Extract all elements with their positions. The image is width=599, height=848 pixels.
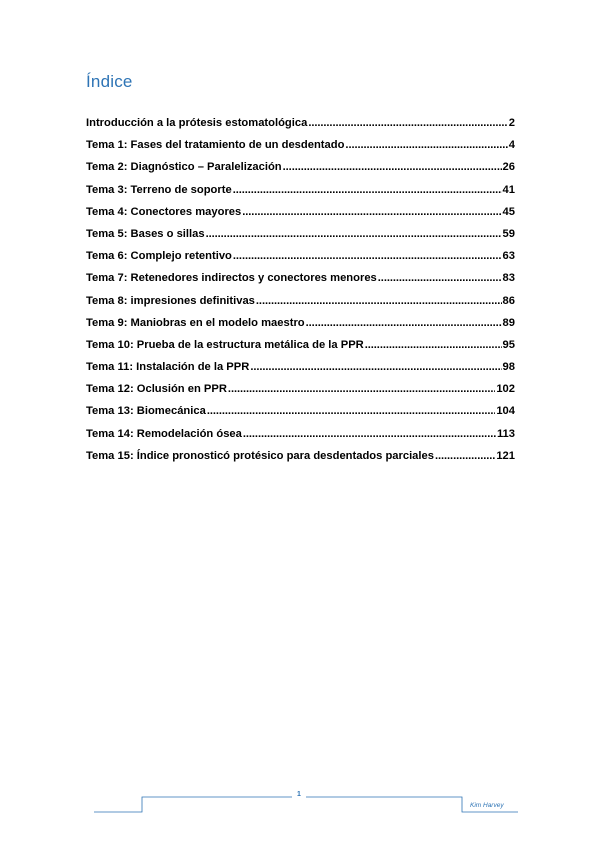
- toc-entry-page: 26: [502, 161, 515, 174]
- toc-entry-page: 86: [502, 294, 515, 307]
- toc-entry-page: 89: [502, 316, 515, 329]
- toc-entry-page: 121: [496, 449, 515, 462]
- toc-entry-title: Tema 2: Diagnóstico – Paralelización: [86, 161, 282, 174]
- toc-entry-page: 41: [502, 183, 515, 196]
- toc-entry-title: Tema 4: Conectores mayores: [86, 205, 242, 218]
- toc-entry-page: 83: [502, 272, 515, 285]
- toc-entry-title: Tema 11: Instalación de la PPR: [86, 361, 250, 374]
- toc-entry-title: Tema 6: Complejo retentivo: [86, 250, 232, 263]
- toc-entry-page: 4: [508, 139, 515, 152]
- toc-entry-title: Tema 7: Retenedores indirectos y conectores menores: [86, 272, 377, 285]
- toc-entry-title: Tema 10: Prueba de la estructura metálica de la PPR: [86, 338, 364, 351]
- toc-entry-title: Tema 8: impresiones definitivas: [86, 294, 255, 307]
- toc-entry-page: 2: [508, 117, 515, 129]
- toc-entry-page: 45: [502, 205, 515, 218]
- toc-entry-title: Introducción a la prótesis estomatológica: [86, 117, 308, 129]
- toc-entry-title: Tema 12: Oclusión en PPR: [86, 383, 227, 396]
- footer-line-left: [94, 797, 292, 812]
- toc-entry-title: Tema 15: Índice pronosticó protésico para desdentados parciales: [86, 449, 434, 462]
- toc-entry-title: Tema 1: Fases del tratamiento de un desdentado: [86, 139, 345, 152]
- toc-entry-page: 59: [502, 227, 515, 240]
- toc-entry-page: 102: [496, 383, 515, 396]
- toc-entry-page: 104: [496, 405, 515, 418]
- toc-entry-title: Tema 3: Terreno de soporte: [86, 183, 232, 196]
- toc-entry-title: Tema 14: Remodelación ósea: [86, 427, 242, 440]
- toc-entry-title: Tema 9: Maniobras en el modelo maestro: [86, 316, 305, 329]
- toc-entry-page: 98: [502, 361, 515, 374]
- toc-entry-page: 113: [496, 427, 515, 440]
- footer-author: Kim Harvey: [470, 802, 504, 809]
- toc-entry-title: Tema 5: Bases o sillas: [86, 227, 205, 240]
- toc-entry-title: Tema 13: Biomecánica: [86, 405, 206, 418]
- toc-entry-page: 95: [502, 338, 515, 351]
- toc-entry-page: 63: [502, 250, 515, 263]
- footer-page-number: 1: [297, 791, 301, 798]
- toc-heading: Índice: [86, 72, 133, 91]
